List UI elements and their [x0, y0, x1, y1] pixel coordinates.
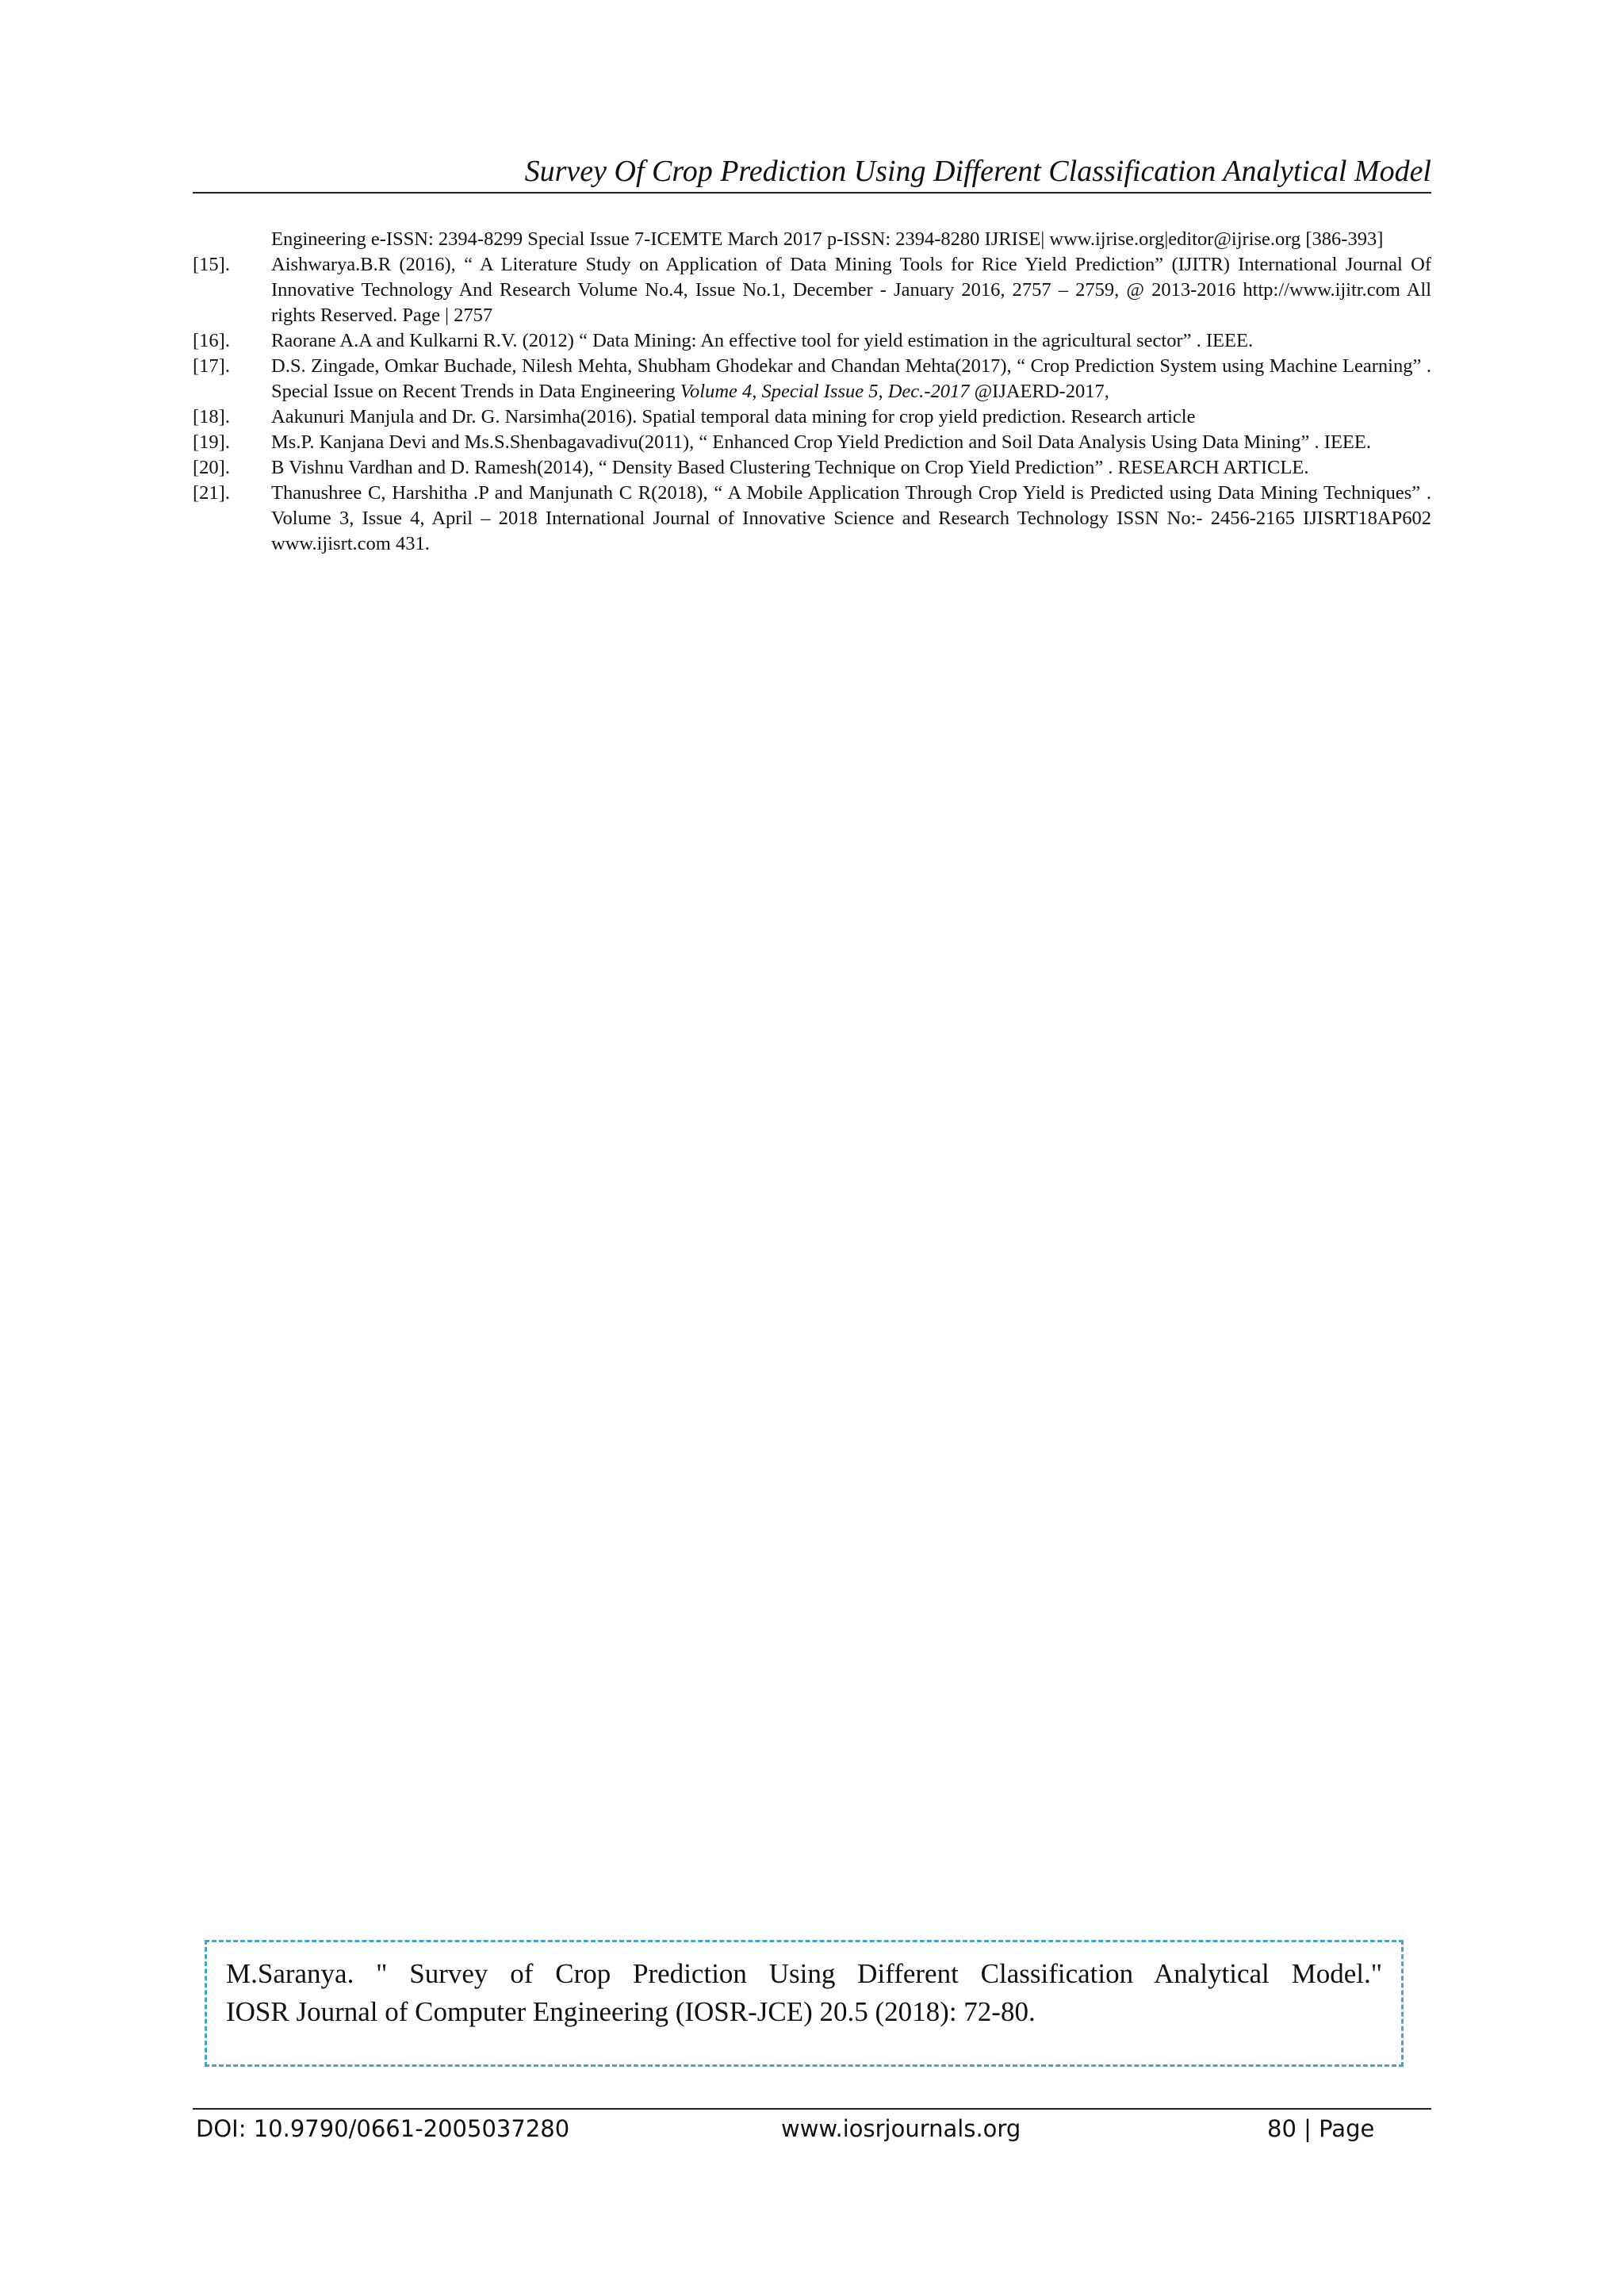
citation-line-1: M.Saranya. " Survey of Crop Prediction Using Different Classification Analytical Model.": [226, 1958, 1382, 1989]
reference-item-21: [193, 481, 1431, 557]
reference-volume-italic: Volume 4, Special Issue 5, Dec.-2017: [680, 381, 970, 402]
reference-text: Ms.P. Kanjana Devi and Ms.S.Shenbagavadivu(2011), “ Enhanced Crop Yield Prediction and Soil Data Analysis Using Data Mining” . IEEE.: [271, 431, 1371, 453]
header-divider: [193, 192, 1431, 194]
reference-text: B Vishnu Vardhan and D. Ramesh(2014), “ Density Based Clustering Technique on Crop Yield Prediction” . RESEARCH ARTICLE.: [271, 457, 1309, 478]
reference-text: Raorane A.A and Kulkarni R.V. (2012) “ Data Mining: An effective tool for yield estimation in the agricultural sector” . IEEE.: [271, 330, 1254, 351]
reference-number: [16].: [193, 330, 230, 351]
reference-number: [18].: [193, 406, 230, 427]
reference-text-block: [271, 354, 1431, 404]
reference-text: Engineering e-ISSN: 2394-8299 Special Issue 7-ICEMTE March 2017 p-ISSN: 2394-8280 IJRISE| www.ijrise.org|editor@ijrise.org [386-393]: [271, 228, 1384, 250]
footer-doi: DOI: 10.9790/0661-2005037280: [196, 2115, 570, 2142]
reference-text: Aakunuri Manjula and Dr. G. Narsimha(2016). Spatial temporal data mining for crop yield prediction. Research article: [271, 406, 1196, 427]
reference-item-18: [193, 404, 1431, 430]
running-header-title: Survey Of Crop Prediction Using Different Classification Analytical Model: [524, 155, 1431, 188]
reference-text: D.S. Zingade, Omkar Buchade, Nilesh Mehta, Shubham Ghodekar and Chandan Mehta(2017), “ Crop Prediction System using Machine Learning” . Special Issue on Recent Trends in Data Engineering: [271, 355, 1431, 402]
citation-box: [205, 1940, 1404, 2067]
reference-list: [193, 227, 1431, 557]
reference-number: [20].: [193, 457, 230, 478]
reference-text: Thanushree C, Harshitha .P and Manjunath C R(2018), “ A Mobile Application Through Crop Yield is Predicted using Data Mining Techniques” . Volume 3, Issue 4, April – 2018 International Journal of Innovative Science and Research Technology ISSN No:- 2456-2165 IJISRT18AP602 www.ijisrt.com 431.: [271, 482, 1431, 554]
footer-page-number: 80 | Page: [1267, 2115, 1375, 2142]
footer-divider: [193, 2108, 1431, 2110]
footer-website: www.iosrjournals.org: [781, 2115, 1021, 2142]
reference-number: [15].: [193, 254, 230, 275]
reference-text-tail: @IJAERD-2017,: [974, 381, 1109, 402]
reference-item-17: [193, 354, 1431, 404]
reference-number: [19].: [193, 431, 230, 453]
reference-text: Aishwarya.B.R (2016), “ A Literature Study on Application of Data Mining Tools for Rice Yield Prediction” (IJITR) International Journal Of Innovative Technology And Research Volume No.4, Issue No.1, December - January 2016, 2757 – 2759, @ 2013-2016 http://www.ijitr.com All rights Reserved. Page | 2757: [271, 254, 1431, 326]
reference-number: [17].: [193, 355, 230, 377]
citation-line-2: IOSR Journal of Computer Engineering (IOSR-JCE) 20.5 (2018): 72-80.: [226, 1996, 1036, 2027]
reference-item-16: [193, 328, 1431, 354]
reference-number: [21].: [193, 482, 230, 504]
reference-item-19: [193, 430, 1431, 455]
reference-item-15: [193, 252, 1431, 328]
reference-item-20: [193, 455, 1431, 481]
reference-item-continued: [193, 227, 1431, 252]
